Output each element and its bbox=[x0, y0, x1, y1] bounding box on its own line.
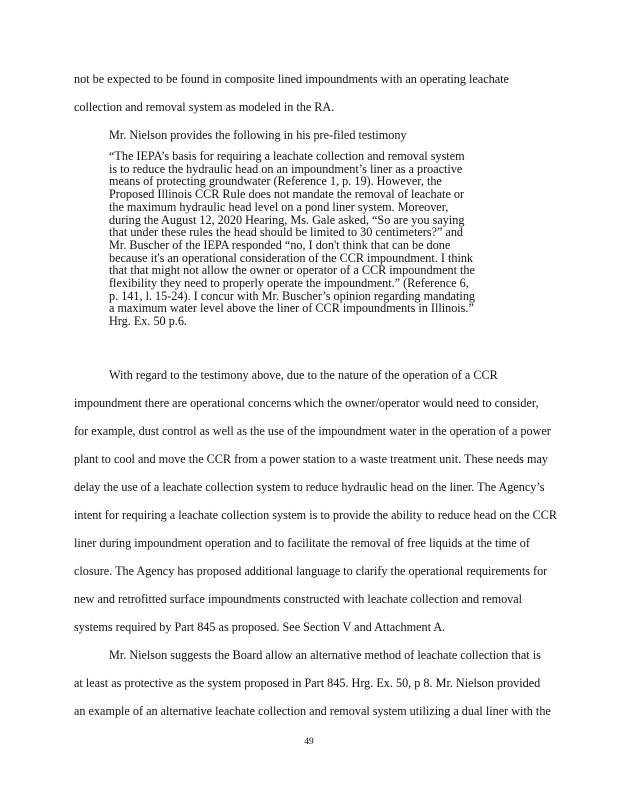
quote-line: p. 141, l. 15-24). I concur with Mr. Buscher’s opinion regarding mandating bbox=[109, 288, 476, 303]
body-line: closure. The Agency has proposed additional language to clarify the operational requirements for bbox=[74, 564, 548, 578]
quote-line: a maximum water level above the liner of CCR impoundments in Illinois.” bbox=[109, 301, 474, 316]
quote-line: “The IEPA’s basis for requiring a leachate collection and removal system bbox=[109, 149, 465, 163]
body-line: not be expected to be found in composite lined impoundments with an operating leachate bbox=[74, 72, 509, 86]
body-line: intent for requiring a leachate collection system is to provide the ability to reduce head on the CCR bbox=[74, 508, 557, 522]
quote-line: because it's an operational consideration of the CCR impoundment. I think bbox=[109, 250, 474, 265]
body-line: With regard to the testimony above, due to the nature of the operation of a CCR bbox=[109, 368, 498, 382]
body-line: impoundment there are operational concerns which the owner/operator would need to consider, bbox=[74, 396, 539, 410]
body-line: plant to cool and move the CCR from a power station to a waste treatment unit. These needs may bbox=[74, 452, 548, 466]
page-number: 49 bbox=[304, 737, 314, 747]
body-line: delay the use of a leachate collection system to reduce hydraulic head on the liner. The Agency’s bbox=[74, 480, 545, 494]
body-line: at least as protective as the system proposed in Part 845. Hrg. Ex. 50, p 8. Mr. Nielson provided bbox=[74, 676, 541, 690]
body-line: an example of an alternative leachate collection and removal system utilizing a dual liner with the bbox=[74, 704, 551, 718]
quote-line: is to reduce the hydraulic head on an impoundment’s liner as a proactive bbox=[109, 161, 463, 176]
block-quote bbox=[109, 150, 529, 328]
quote-line: Mr. Buscher of the IEPA responded “no, I don't think that can be done bbox=[109, 237, 451, 252]
intro-line: Mr. Nielson provides the following in his pre-filed testimony bbox=[109, 128, 407, 142]
body-line: systems required by Part 845 as proposed. See Section V and Attachment A. bbox=[74, 620, 446, 634]
quote-line: the maximum hydraulic head level on a pond liner system. Moreover, bbox=[109, 199, 449, 214]
body-line: for example, dust control as well as the use of the impoundment water in the operation of a power bbox=[74, 424, 551, 438]
body-line: Mr. Nielson suggests the Board allow an alternative method of leachate collection that is bbox=[109, 648, 541, 662]
quote-line: flexibility they need to properly operate the impoundment.” (Reference 6, bbox=[109, 276, 469, 291]
body-line: liner during impoundment operation and to facilitate the removal of free liquids at the time of bbox=[74, 536, 530, 550]
body-line: collection and removal system as modeled in the RA. bbox=[74, 100, 335, 114]
quote-line: that that might not allow the owner or operator of a CCR impoundment the bbox=[109, 263, 475, 278]
quote-line: during the August 12, 2020 Hearing, Ms. Gale asked, “So are you saying bbox=[109, 212, 465, 227]
quote-line: Proposed Illinois CCR Rule does not mandate the removal of leachate or bbox=[109, 187, 465, 202]
quote-line: that under these rules the head should be limited to 30 centimeters?” and bbox=[109, 225, 464, 240]
quote-line: means of protecting groundwater (Reference 1, p. 19). However, the bbox=[109, 174, 442, 189]
body-line: new and retrofitted surface impoundments constructed with leachate collection and removal bbox=[74, 592, 523, 606]
quote-line: Hrg. Ex. 50 p.6. bbox=[109, 314, 187, 329]
